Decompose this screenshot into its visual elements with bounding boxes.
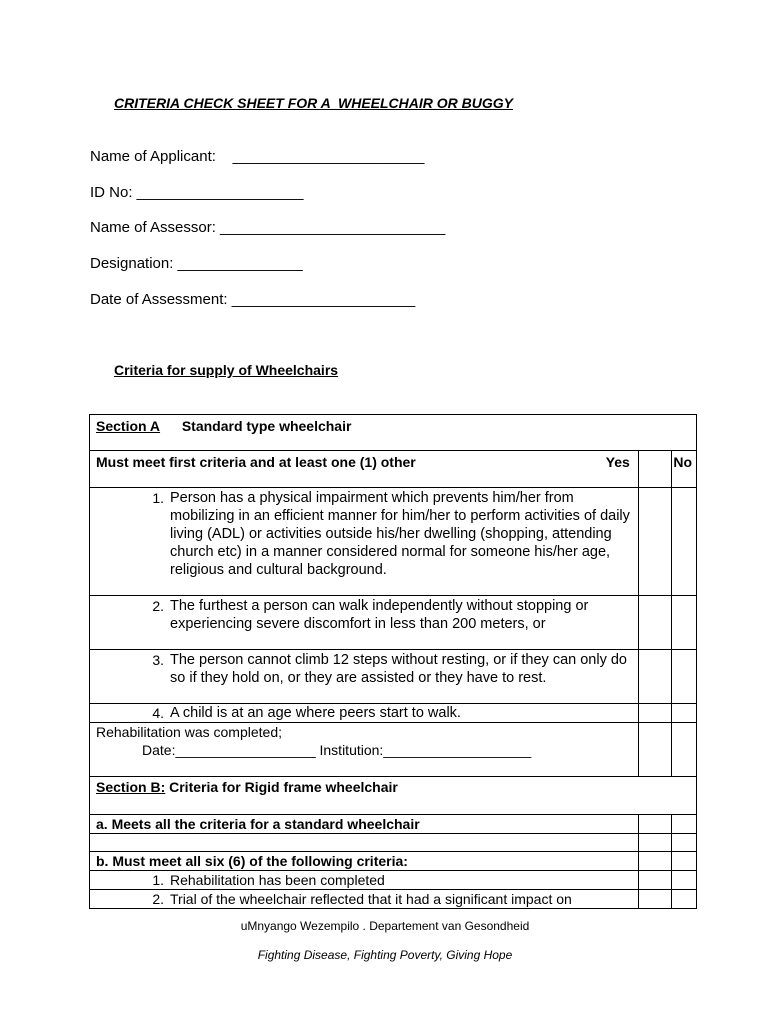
criteria-header-row (90, 451, 697, 488)
criteria-table (89, 414, 697, 909)
applicant-name-field: Name of Applicant: _______________________ (90, 148, 425, 165)
rehabilitation-row (90, 723, 697, 777)
criteria-text: The furthest a person can walk independently without stopping or experiencing severe discomfort in less than 200 meters, or (170, 598, 589, 632)
criteria-row (90, 650, 697, 704)
no-checkbox-cell[interactable] (671, 704, 696, 723)
criteria-number: 3. (152, 652, 164, 668)
yes-column-label: Yes (605, 454, 630, 470)
footer-slogan: Fighting Disease, Fighting Poverty, Giving Hope (257, 948, 513, 962)
rehabilitation-text: Rehabilitation was completed; (96, 724, 282, 740)
yes-checkbox-cell[interactable] (638, 704, 671, 723)
criteria-text: Rehabilitation has been completed (170, 872, 385, 888)
rehabilitation-date-institution: Date:__________________ Institution:___________________ (142, 742, 532, 758)
yes-checkbox-cell[interactable] (638, 723, 671, 777)
section-b-header-row (90, 777, 697, 815)
yes-checkbox-cell[interactable] (638, 650, 671, 704)
id-number-field: ID No: ____________________ (90, 184, 304, 201)
criteria-row (90, 596, 697, 650)
no-checkbox-cell[interactable] (671, 596, 696, 650)
assessor-name-field: Name of Assessor: ___________________________ (90, 219, 446, 236)
section-b-row-a (90, 815, 697, 834)
criteria-subheading: Criteria for supply of Wheelchairs (114, 362, 339, 378)
no-checkbox-cell[interactable] (671, 488, 696, 596)
no-checkbox-cell[interactable] (671, 890, 696, 909)
criteria-number: 1. (152, 872, 164, 888)
criteria-row (90, 704, 697, 723)
spacer-row (90, 834, 697, 852)
yes-checkbox-cell[interactable] (638, 890, 671, 909)
yes-checkbox-cell[interactable] (638, 815, 671, 834)
yes-header-cell (638, 451, 671, 488)
document-title: CRITERIA CHECK SHEET FOR A WHEELCHAIR OR BUGGY (114, 95, 514, 111)
criteria-text: A child is at an age where peers start to walk. (170, 705, 461, 721)
section-b-row-b-text: b. Must meet all six (6) of the following criteria: (90, 852, 639, 871)
no-checkbox-cell[interactable] (671, 852, 696, 871)
criteria-number: 1. (152, 490, 164, 506)
yes-checkbox-cell[interactable] (638, 596, 671, 650)
no-column-label: No (673, 454, 692, 470)
criteria-row (90, 488, 697, 596)
criteria-text: Trial of the wheelchair reflected that it had a significant impact on (170, 891, 572, 907)
no-checkbox-cell[interactable] (671, 871, 696, 890)
footer-department: uMnyango Wezempilo . Departement van Gesondheid (240, 919, 530, 933)
yes-checkbox-cell[interactable] (638, 488, 671, 596)
yes-checkbox-cell[interactable] (638, 852, 671, 871)
yes-checkbox-cell[interactable] (638, 871, 671, 890)
criteria-number: 4. (152, 705, 164, 721)
section-b-row-b (90, 852, 697, 871)
section-b-title: Criteria for Rigid frame wheelchair (169, 779, 398, 795)
criteria-number: 2. (152, 891, 164, 907)
criteria-row (90, 890, 697, 909)
section-b-row-a-text: a. Meets all the criteria for a standard wheelchair (90, 815, 639, 834)
criteria-header: Must meet first criteria and at least one (1) other (96, 454, 416, 470)
designation-field: Designation: _______________ (90, 255, 303, 272)
no-checkbox-cell[interactable] (671, 650, 696, 704)
section-a-label: Section A (96, 418, 161, 434)
no-checkbox-cell[interactable] (671, 723, 696, 777)
criteria-row (90, 871, 697, 890)
section-b-label: Section B: (96, 779, 166, 795)
assessment-date-field: Date of Assessment: ______________________ (90, 291, 416, 308)
section-a-title: Standard type wheelchair (181, 418, 352, 434)
section-a-header-row (90, 415, 697, 451)
criteria-text: Person has a physical impairment which prevents him/her from mobilizing in an efficient manner for him/her to perform activities of daily living (ADL) or activities outside his/her dwelling (shopping, attending church etc) in a manner considered normal for someone his/her age, religious and cultural background. (170, 490, 630, 578)
criteria-number: 2. (152, 598, 164, 614)
criteria-text: The person cannot climb 12 steps without resting, or if they can only do so if they hold on, or they are assisted or they have to rest. (170, 652, 627, 686)
no-checkbox-cell[interactable] (671, 815, 696, 834)
